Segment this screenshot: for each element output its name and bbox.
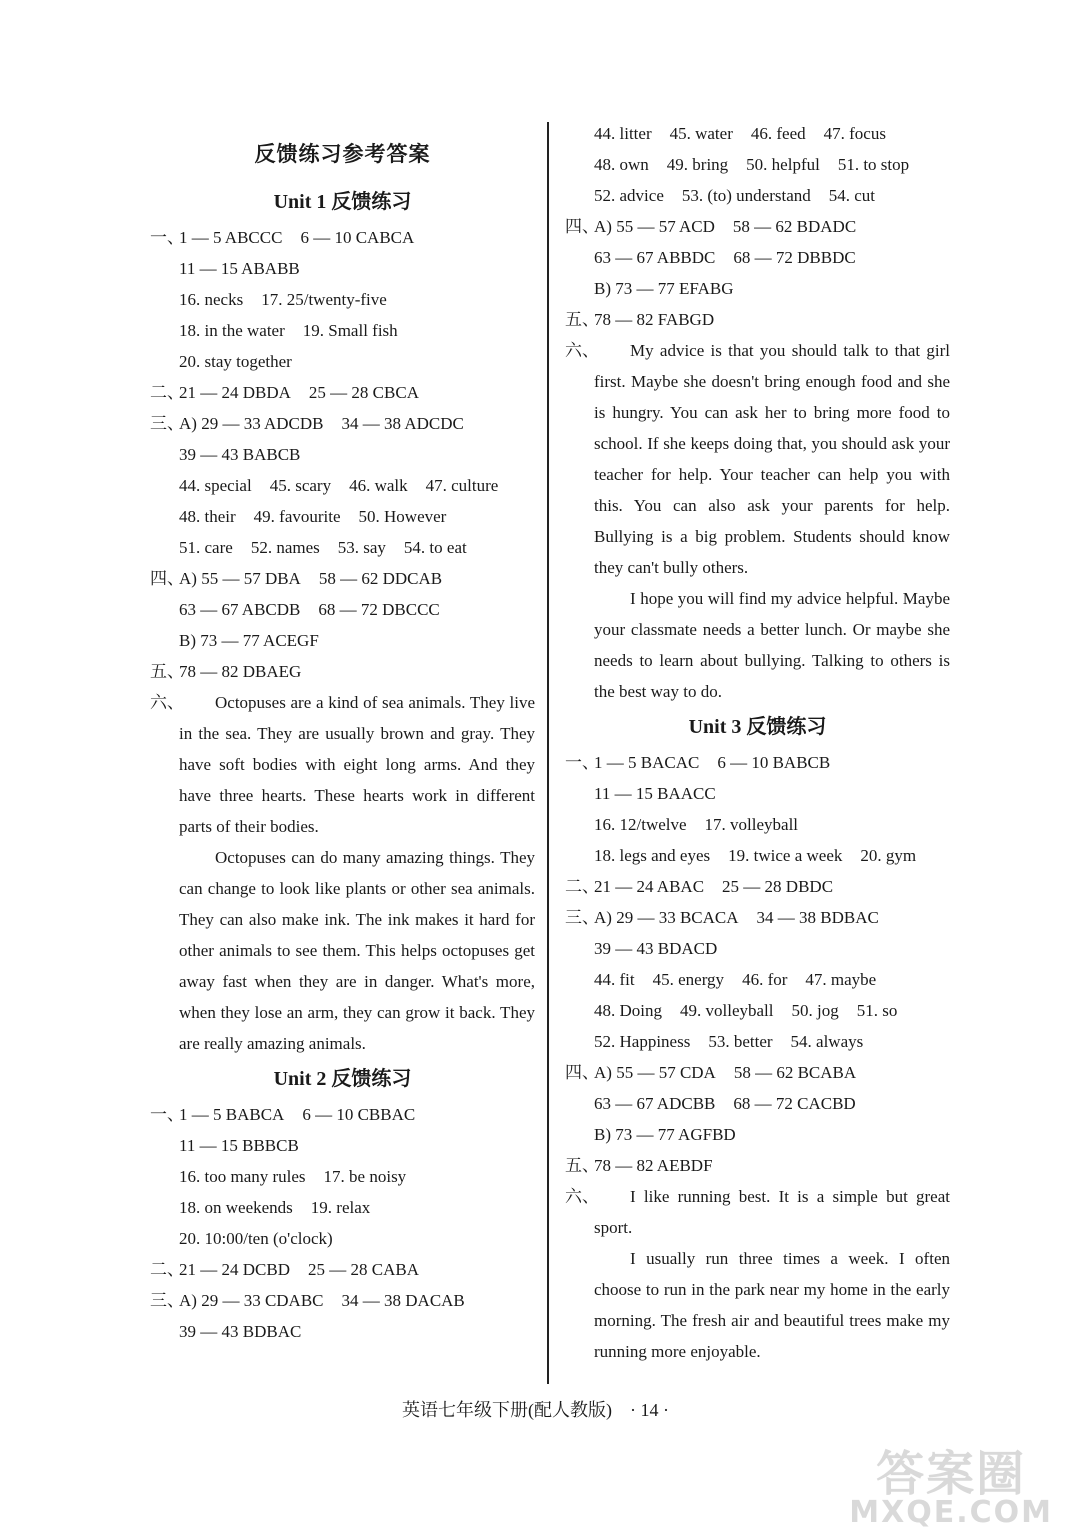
answer-line: 二、 21 — 24 DBDA 25 — 28 CBCA [150, 377, 535, 408]
answer-line: 44. litter 45. water 46. feed 47. focus [594, 124, 886, 143]
answer-line: 20. 10:00/ten (o'clock) [179, 1229, 333, 1248]
answer-line: 三、 A) 29 — 33 BCACA 34 — 38 BDBAC [565, 902, 950, 933]
answer-line: 48. Doing 49. volleyball 50. jog 51. so [594, 1001, 898, 1020]
answer-line: 三、 A) 29 — 33 CDABC 34 — 38 DACAB [150, 1285, 535, 1316]
essay-paragraph: I usually run three times a week. I often choose to run in the park near my home in the early morning. The fresh air and beautiful trees make my running more enjoyable. [594, 1249, 950, 1361]
answer-line: 52. advice 53. (to) understand 54. cut [594, 186, 876, 205]
essay-paragraph: I like running best. It is a simple but great sport. [594, 1187, 950, 1237]
page-title: 反馈练习参考答案 [254, 142, 431, 166]
section-label: 一、 [565, 753, 599, 772]
unit-heading: Unit 3 反馈练习 [688, 716, 827, 738]
answer-line: 四、 A) 55 — 57 DBA 58 — 62 DDCAB [150, 563, 535, 594]
section-label: 一、 [150, 228, 184, 247]
answer-line: B) 73 — 77 ACEGF [179, 631, 319, 650]
essay [150, 687, 535, 1059]
watermark: 答案圈 MXQE.COM [849, 1446, 1053, 1530]
answer-line: 11 — 15 ABABB [179, 259, 300, 278]
answer-line: 39 — 43 BABCB [179, 445, 301, 464]
page-footer [0, 1396, 1071, 1422]
answer-line: 18. in the water 19. Small fish [179, 321, 398, 340]
answer-line: B) 73 — 77 EFABG [594, 279, 734, 298]
answer-line: 51. care 52. names 53. say 54. to eat [179, 538, 467, 557]
answer-line: 一、 1 — 5 ABCCC 6 — 10 CABCA [150, 222, 535, 253]
section-label: 六、 [565, 341, 599, 360]
unit-heading: Unit 2 反馈练习 [273, 1068, 412, 1090]
answer-line: 39 — 43 BDBAC [179, 1322, 302, 1341]
answer-line: 39 — 43 BDACD [594, 939, 718, 958]
section-label: 一、 [150, 1105, 184, 1124]
answer-line: 三、 A) 29 — 33 ADCDB 34 — 38 ADCDC [150, 408, 535, 439]
answer-line: 11 — 15 BAACC [594, 784, 716, 803]
answer-line: 63 — 67 ABBDC 68 — 72 DBBDC [594, 248, 856, 267]
section-label: 五、 [565, 310, 599, 329]
answer-line [150, 687, 535, 718]
right-column [565, 118, 950, 1367]
answer-line: 二、 21 — 24 DCBD 25 — 28 CABA [150, 1254, 535, 1285]
section-label: 四、 [150, 569, 184, 588]
answer-line: 16. necks 17. 25/twenty-five [179, 290, 387, 309]
section-label: 二、 [150, 1260, 184, 1279]
answer-line: 二、 21 — 24 ABAC 25 — 28 DBDC [565, 871, 950, 902]
answer-line: 18. legs and eyes 19. twice a week 20. gym [594, 846, 917, 865]
answer-line: 16. too many rules 17. be noisy [179, 1167, 407, 1186]
answer-line [565, 1181, 950, 1212]
answer-line: 44. fit 45. energy 46. for 47. maybe [594, 970, 877, 989]
section-label: 二、 [565, 877, 599, 896]
answer-line [565, 335, 950, 366]
section-label: 五、 [150, 662, 184, 681]
section-label: 三、 [565, 908, 599, 927]
answer-line: 48. their 49. favourite 50. However [179, 507, 447, 526]
answer-line: 52. Happiness 53. better 54. always [594, 1032, 864, 1051]
book-title: 英语七年级下册(配人教版) [402, 1400, 612, 1420]
essay-paragraph: My advice is that you should talk to that girl first. Maybe she doesn't bring enough food and she is hungry. You can ask her to bring more food to school. If she keeps doing that, you should ask your teacher for help. Your teacher can help you with this. You can also ask your parents for help. Bullying is a big problem. Students should know they can't bully others. [594, 341, 950, 577]
left-column [150, 118, 535, 1347]
essay-paragraph: I hope you will find my advice helpful. Maybe your classmate needs a better lunch. Or maybe she needs to learn about bullying. Talking to others is the best way to do. [594, 589, 950, 701]
answer-line: B) 73 — 77 AGFBD [594, 1125, 736, 1144]
answer-line: 11 — 15 BBBCB [179, 1136, 299, 1155]
answer-line: 16. 12/twelve 17. volleyball [594, 815, 799, 834]
unit-heading: Unit 1 反馈练习 [273, 191, 412, 213]
answer-line: 五、 78 — 82 DBAEG [150, 656, 535, 687]
answer-line: 五、 78 — 82 AEBDF [565, 1150, 950, 1181]
section-label: 四、 [565, 217, 599, 236]
answer-line: 44. special 45. scary 46. walk 47. culture [179, 476, 499, 495]
answer-line: 一、 1 — 5 BACAC 6 — 10 BABCB [565, 747, 950, 778]
column-divider [547, 122, 549, 1384]
section-label: 四、 [565, 1063, 599, 1082]
section-label: 二、 [150, 383, 184, 402]
answer-line: 一、 1 — 5 BABCA 6 — 10 CBBAC [150, 1099, 535, 1130]
page-number: · 14 · [630, 1400, 669, 1420]
section-label: 三、 [150, 1291, 184, 1310]
answer-line: 63 — 67 ABCDB 68 — 72 DBCCC [179, 600, 440, 619]
essay-paragraph: Octopuses are a kind of sea animals. They live in the sea. They are usually brown and gray. They have soft bodies with eight long arms. And they have three hearts. These hearts work in different parts of their bodies. [179, 693, 535, 836]
answer-line: 18. on weekends 19. relax [179, 1198, 371, 1217]
section-label: 六、 [150, 693, 184, 712]
answer-line: 20. stay together [179, 352, 292, 371]
essay [565, 335, 950, 707]
answer-line: 五、 78 — 82 FABGD [565, 304, 950, 335]
section-label: 六、 [565, 1187, 599, 1206]
essay-paragraph: Octopuses can do many amazing things. They can change to look like plants or other sea animals. They can also make ink. The ink makes it hard for other animals to see them. This helps octopuses get away fast when they are in danger. What's more, when they lose an arm, they can grow it back. They are really amazing animals. [179, 848, 535, 1053]
section-label: 五、 [565, 1156, 599, 1175]
answer-line: 48. own 49. bring 50. helpful 51. to stop [594, 155, 910, 174]
section-label: 三、 [150, 414, 184, 433]
answer-line: 四、 A) 55 — 57 ACD 58 — 62 BDADC [565, 211, 950, 242]
answer-line: 63 — 67 ADCBB 68 — 72 CACBD [594, 1094, 856, 1113]
answer-line: 四、 A) 55 — 57 CDA 58 — 62 BCABA [565, 1057, 950, 1088]
